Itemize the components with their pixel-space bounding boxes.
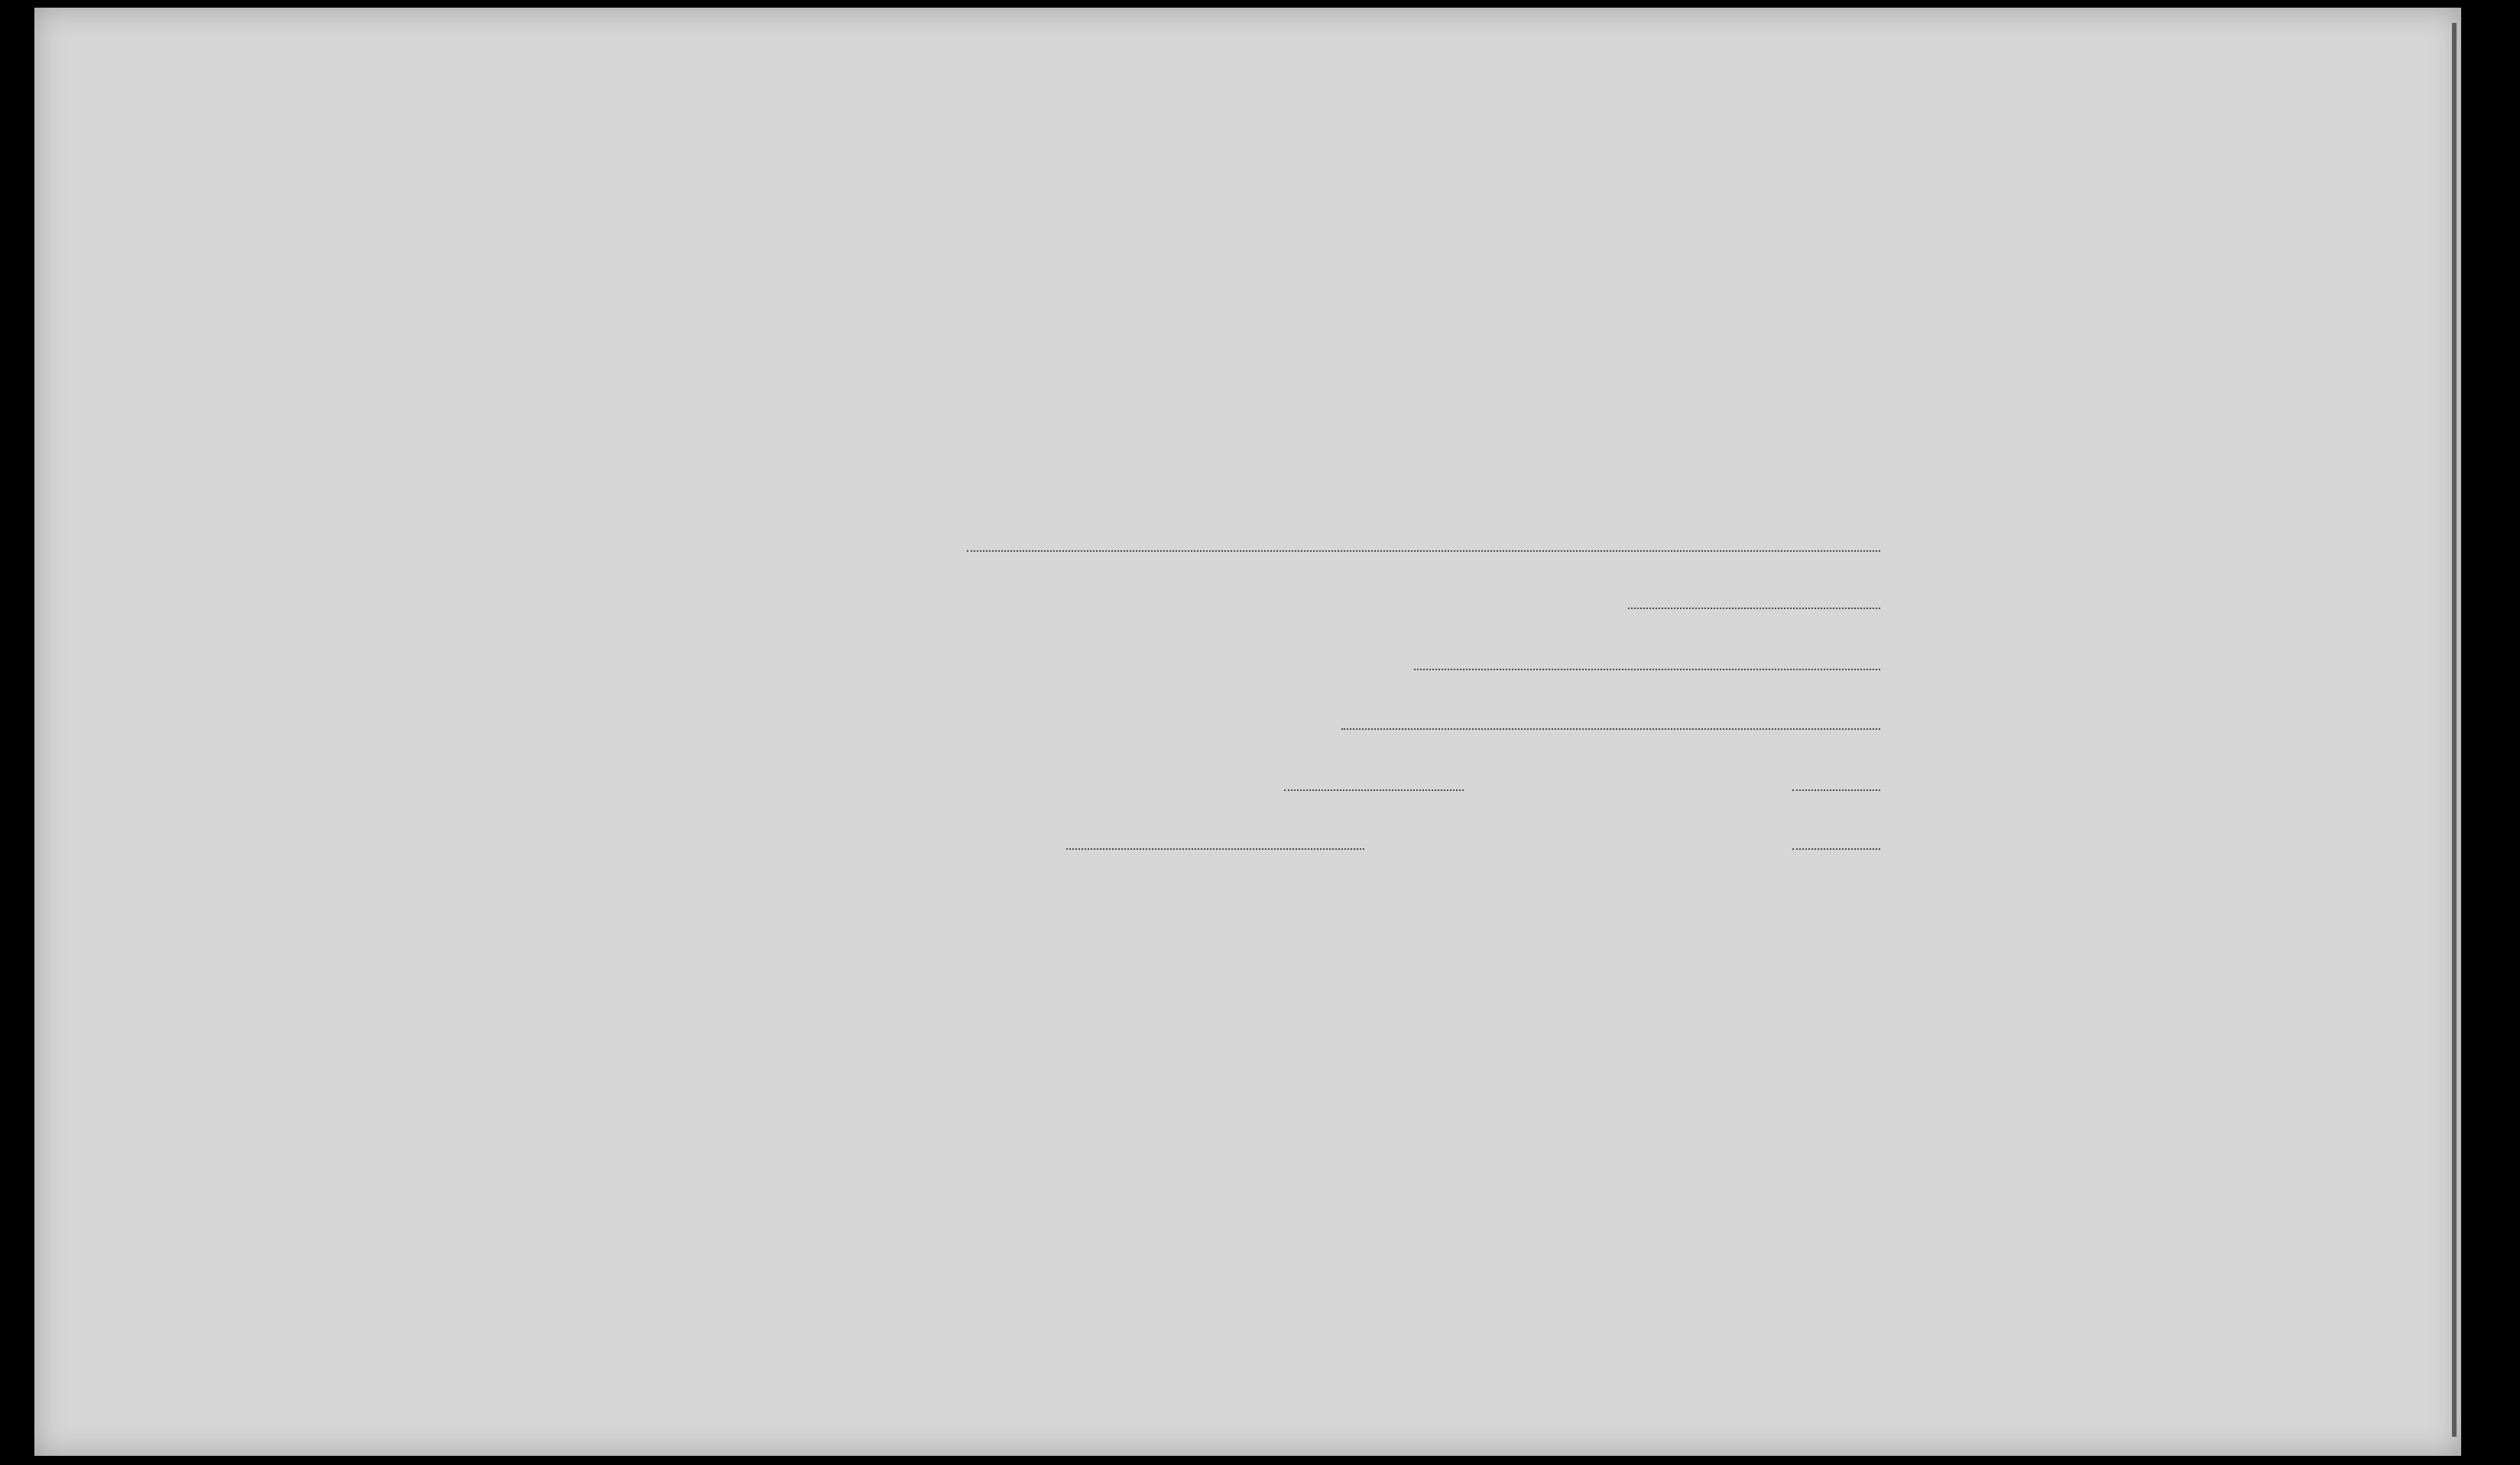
q1-answer-line[interactable]	[967, 550, 1880, 552]
q6a-answer-line[interactable]	[1066, 848, 1364, 850]
q4-answer-line[interactable]	[1341, 728, 1880, 730]
q5a-answer-line[interactable]	[1284, 789, 1464, 791]
q5b-answer-line[interactable]	[1792, 789, 1880, 791]
page-edge	[2452, 23, 2457, 1437]
q3-answer-line[interactable]	[1414, 669, 1880, 670]
q2-answer-line[interactable]	[1628, 608, 1880, 609]
q6b-answer-line[interactable]	[1792, 848, 1880, 850]
census-card	[34, 8, 2461, 1456]
